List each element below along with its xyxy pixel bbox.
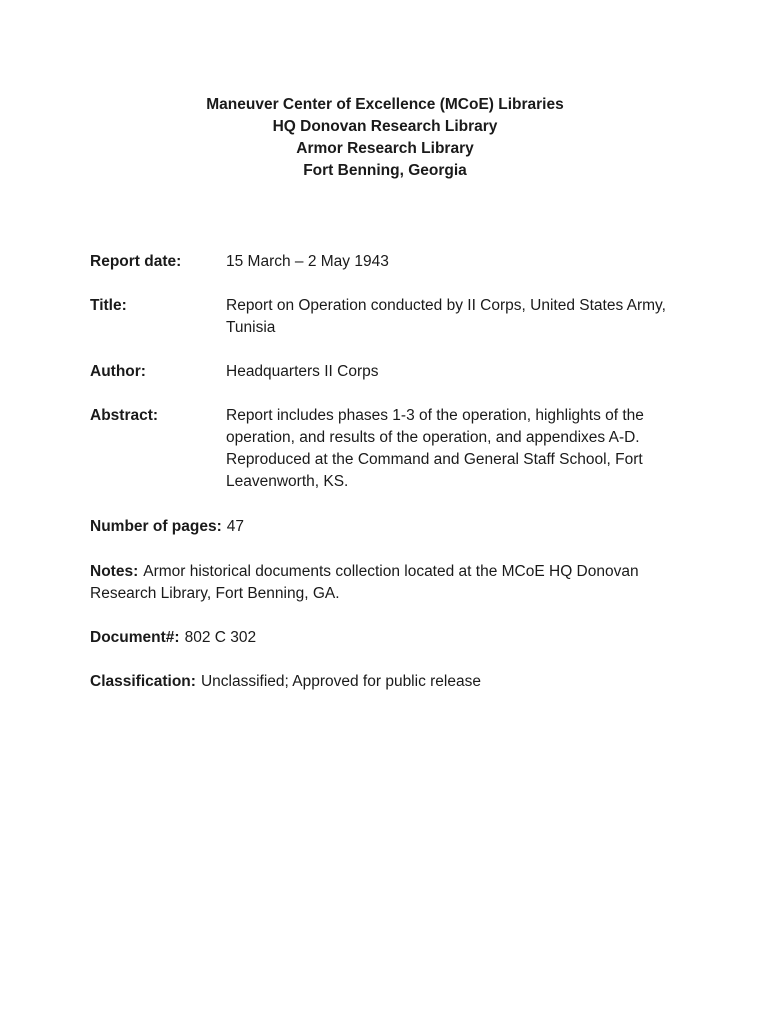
report-date-label: Report date: bbox=[90, 253, 182, 270]
notes-field bbox=[90, 561, 675, 605]
title-label: Title: bbox=[90, 297, 127, 314]
abstract-label: Abstract: bbox=[90, 407, 159, 424]
author-label: Author: bbox=[90, 363, 146, 380]
classification-field bbox=[90, 671, 680, 693]
library-header bbox=[0, 94, 770, 182]
classification-value: Unclassified; Approved for public release bbox=[200, 673, 481, 690]
abstract-value: Report includes phases 1-3 of the operation, highlights of the operation, and results of the operation, and appendixes A-D. Reproduced at the Command and General Staff School, Fort Leavenworth, KS. bbox=[226, 407, 644, 490]
notes-value: Armor historical documents collection located at the MCoE HQ Donovan Research Library, Fort Benning, GA. bbox=[90, 563, 639, 602]
notes-label: Notes: bbox=[90, 563, 139, 580]
document-number-field bbox=[90, 627, 680, 649]
classification-label: Classification: bbox=[90, 673, 196, 690]
pages-field bbox=[90, 516, 680, 538]
report-date-value: 15 March – 2 May 1943 bbox=[226, 253, 389, 270]
title-value: Report on Operation conducted by II Corps, United States Army, Tunisia bbox=[226, 297, 666, 336]
pages-value: 47 bbox=[226, 518, 245, 535]
document-number-label: Document#: bbox=[90, 629, 180, 646]
author-value: Headquarters II Corps bbox=[226, 363, 379, 380]
header-line-1: Maneuver Center of Excellence (MCoE) Libraries bbox=[206, 96, 564, 113]
header-line-2: HQ Donovan Research Library bbox=[272, 118, 498, 135]
pages-label: Number of pages: bbox=[90, 518, 222, 535]
document-number-value: 802 C 302 bbox=[184, 629, 257, 646]
header-line-4: Fort Benning, Georgia bbox=[303, 162, 467, 179]
header-line-3: Armor Research Library bbox=[296, 140, 474, 157]
